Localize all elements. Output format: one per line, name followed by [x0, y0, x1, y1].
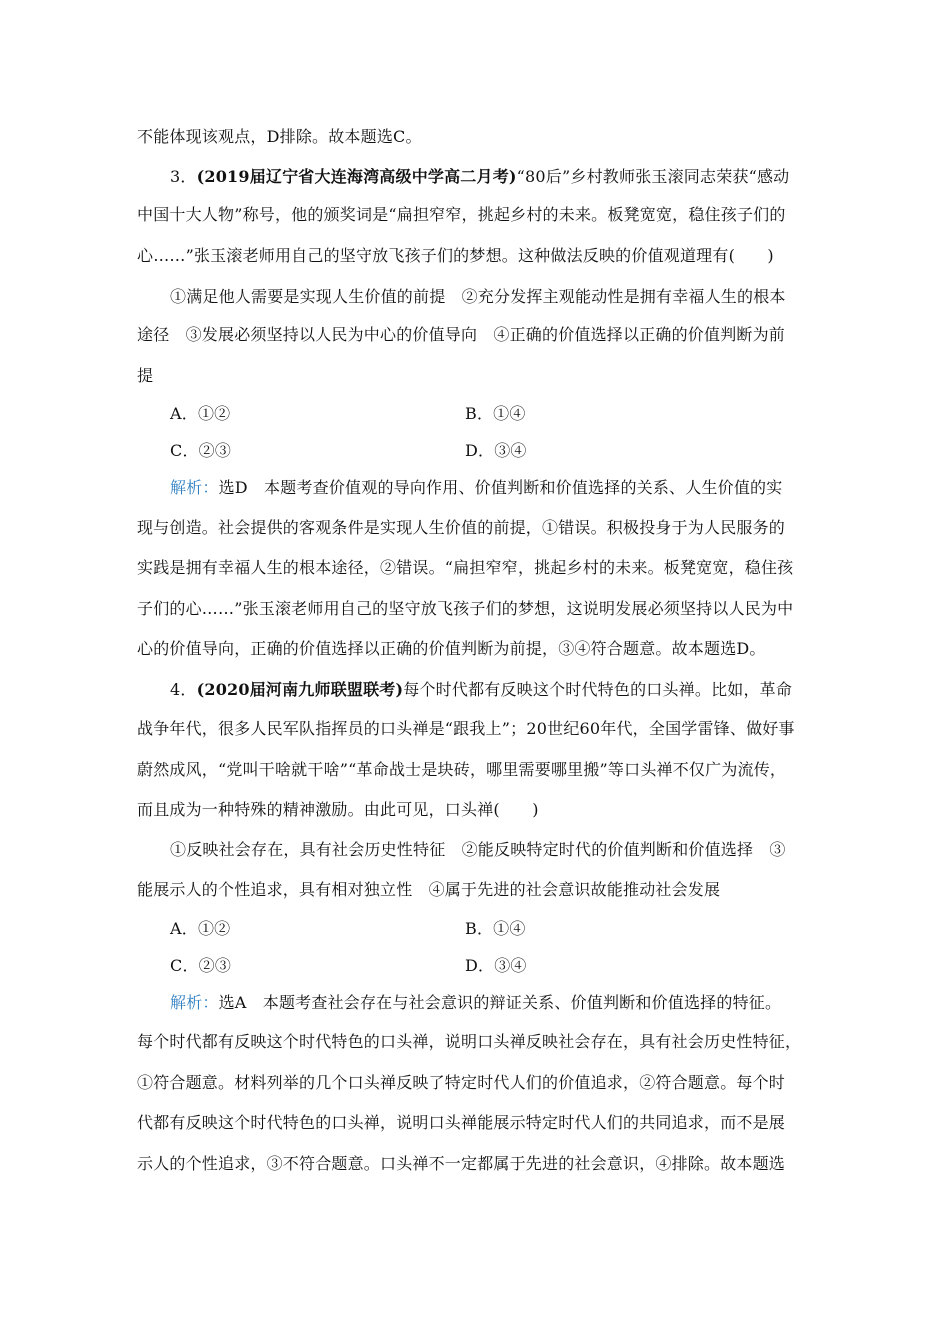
- text-line: 而且成为一种特殊的精神激励。由此可见，口头禅( ): [137, 800, 539, 819]
- option-b: B．①④: [465, 919, 526, 938]
- analysis-line: [170, 478, 782, 498]
- analysis-label: 解析：: [170, 993, 219, 1012]
- analysis-line: 现与创造。社会提供的客观条件是实现人生价值的前提，①错误。积极投身于为人民服务的: [137, 518, 786, 537]
- analysis-line: 代都有反映这个时代特色的口头禅，说明口头禅能展示特定时代人们的共同追求，而不是展: [137, 1113, 786, 1132]
- question-number: 3．: [170, 167, 197, 186]
- option-c: C．②③: [170, 441, 232, 460]
- statement-line: 提: [137, 366, 154, 385]
- option-d: D．③④: [465, 441, 527, 460]
- question-text: “80后”乡村教师张玉滚同志荣获“感动: [516, 167, 790, 186]
- statement-line: ①满足他人需要是实现人生价值的前提 ②充分发挥主观能动性是拥有幸福人生的根本: [170, 287, 786, 306]
- option-a: A．①②: [170, 919, 231, 938]
- statement-line: ①反映社会存在，具有社会历史性特征 ②能反映特定时代的价值判断和价值选择 ③: [170, 840, 786, 859]
- analysis-line: 子们的心……”张玉滚老师用自己的坚守放飞孩子们的梦想，这说明发展必须坚持以人民为中: [137, 599, 794, 618]
- analysis-line: 示人的个性追求，③不符合题意。口头禅不一定都属于先进的社会意识，④排除。故本题选: [137, 1154, 786, 1173]
- statement-line: 途径 ③发展必须坚持以人民为中心的价值导向 ④正确的价值选择以正确的价值判断为前: [137, 325, 786, 344]
- text-line: 心……”张玉滚老师用自己的坚守放飞孩子们的梦想。这种做法反映的价值观道理有( ): [137, 246, 774, 265]
- text-line: 不能体现该观点，D排除。故本题选C。: [137, 127, 422, 146]
- text-line: 中国十大人物”称号，他的颁奖词是“扁担窄窄，挑起乡村的未来。板凳宽宽，稳住孩子们的: [137, 205, 786, 224]
- analysis-text: 选A 本题考查社会存在与社会意识的辩证关系、价值判断和价值选择的特征。: [218, 993, 782, 1012]
- analysis-line: [170, 993, 781, 1013]
- text-line: 战争年代，很多人民军队指挥员的口头禅是“跟我上”；20世纪60年代，全国学雷锋、做好事: [137, 719, 795, 738]
- option-d: D．③④: [465, 956, 527, 975]
- question-source: (2020届河南九师联盟联考): [196, 680, 404, 699]
- option-b: B．①④: [465, 404, 526, 423]
- question-text: 每个时代都有反映这个时代特色的口头禅。比如，革命: [403, 680, 793, 699]
- analysis-line: 心的价值导向，正确的价值选择以正确的价值判断为前提，③④符合题意。故本题选D。: [137, 639, 766, 658]
- option-c: C．②③: [170, 956, 232, 975]
- analysis-line: 每个时代都有反映这个时代特色的口头禅，说明口头禅反映社会存在，具有社会历史性特征，: [137, 1032, 802, 1051]
- analysis-line: 实践是拥有幸福人生的根本途径，②错误。“扁担窄窄，挑起乡村的未来。板凳宽宽，稳住孩: [137, 558, 794, 577]
- question-source: (2019届辽宁省大连海湾高级中学高二月考): [196, 167, 517, 186]
- question-number: 4．: [170, 680, 197, 699]
- analysis-label: 解析：: [170, 478, 219, 497]
- question-4-stem-line: [170, 680, 792, 700]
- text-line: 蔚然成风，“党叫干啥就干啥”“革命战士是块砖，哪里需要哪里搬”等口头禅不仅广为流传，: [137, 760, 787, 779]
- analysis-text: 选D 本题考查价值观的导向作用、价值判断和价值选择的关系、人生价值的实: [218, 478, 783, 497]
- statement-line: 能展示人的个性追求，具有相对独立性 ④属于先进的社会意识故能推动社会发展: [137, 880, 721, 899]
- question-3-stem-line: [170, 167, 789, 187]
- option-a: A．①②: [170, 404, 231, 423]
- analysis-line: ①符合题意。材料列举的几个口头禅反映了特定时代人们的价值追求，②符合题意。每个时: [137, 1073, 786, 1092]
